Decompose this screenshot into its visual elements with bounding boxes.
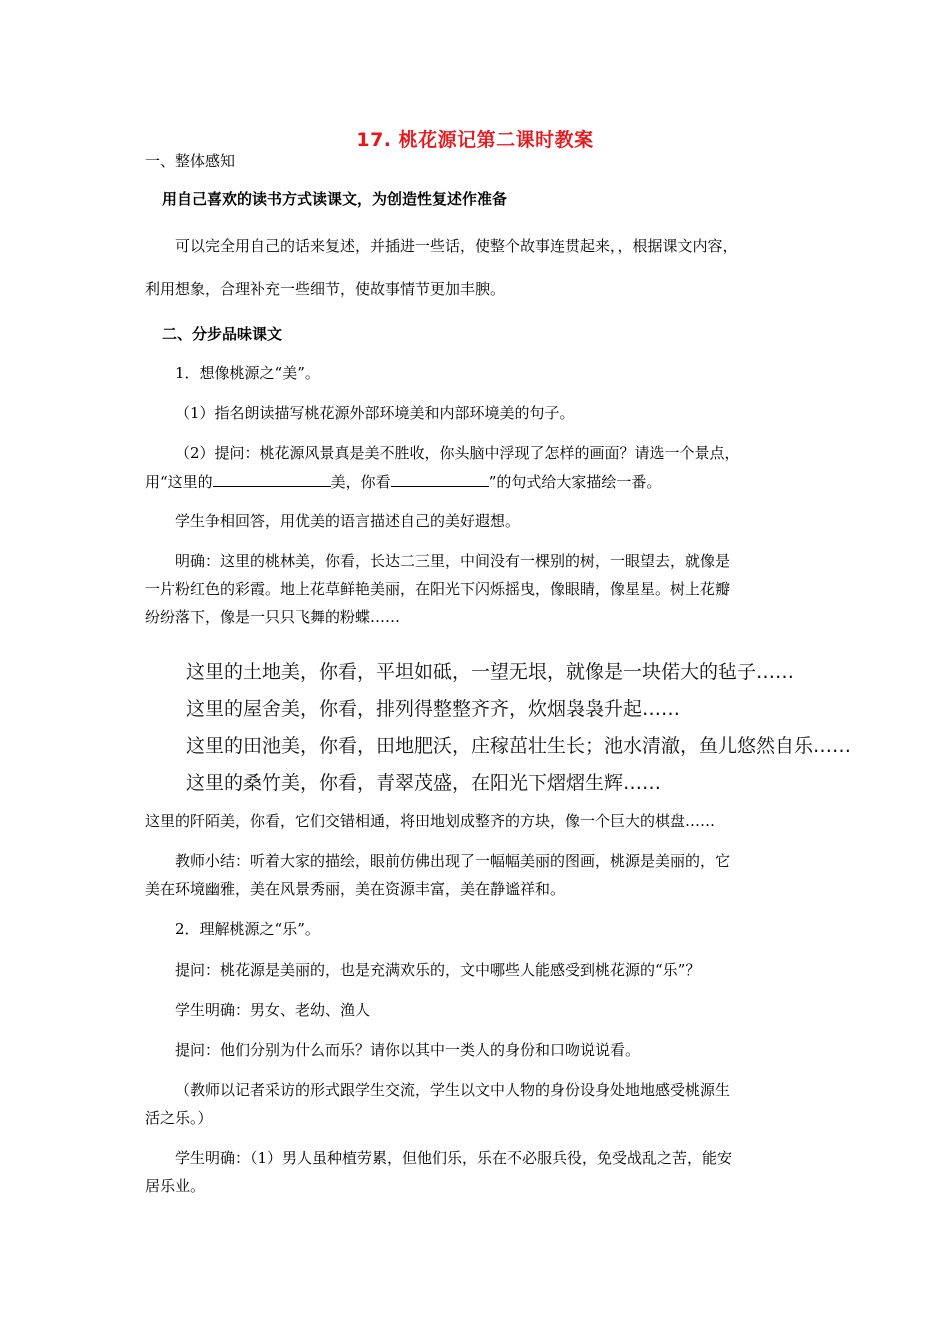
- clarify-line-3: 纷纷落下，像是一只只飞舞的粉蝶……: [145, 608, 401, 626]
- item-1-heading: 1．想像桃源之“美”。: [175, 364, 320, 382]
- fill-sentence-prefix: 用“这里的: [145, 473, 213, 491]
- question-1: （1）指名朗读描写桃花源外部环境美和内部环境美的句子。: [175, 404, 575, 422]
- fill-blank-2: [391, 472, 489, 487]
- teacher-summary-line-2: 美在环境幽雅，美在风景秀丽，美在资源丰富，美在静谧祥和。: [145, 880, 566, 898]
- fill-blank-1: [213, 472, 331, 487]
- paragraph-field-paths: 这里的阡陌美，你看，它们交错相通，将田地划成整齐的方块，像一个巨大的棋盘……: [145, 812, 716, 830]
- question-2-line-1: （2）提问：桃花源风景真是美不胜收，你头脑中浮现了怎样的画面？请选一个景点，: [175, 444, 740, 462]
- question-4: 提问：他们分别为什么而乐？请你以其中一类人的身份和口吻说说看。: [175, 1041, 641, 1059]
- description-land: 这里的土地美，你看，平坦如砥，一望无垠，就像是一块偌大的毡子……: [186, 661, 795, 683]
- paragraph-retell-1: 可以完全用自己的话来复述，并插进一些话，使整个故事连贯起来，，根据课文内容，: [175, 237, 738, 255]
- answer-4-line-1: 学生明确：（1）男人虽种植劳累，但他们乐，乐在不必服兵役，免受战乱之苦，能安: [175, 1149, 733, 1167]
- teacher-summary-line-1: 教师小结：听着大家的描绘，眼前仿佛出现了一幅幅美丽的图画，桃源是美丽的，它: [175, 852, 731, 870]
- section-2-heading: 二、分步品味课文: [162, 325, 283, 343]
- section-1-heading: 一、整体感知: [145, 152, 236, 170]
- fill-sentence-middle: 美，你看: [330, 473, 391, 491]
- answer-4-line-2: 居乐业。: [145, 1177, 206, 1195]
- item-2-heading: 2．理解桃源之“乐”。: [175, 920, 320, 938]
- question-2-line-2: [145, 472, 815, 491]
- description-fields-ponds: 这里的田池美，你看，田地肥沃，庄稼茁壮生长；池水清澈，鱼儿悠然自乐……: [186, 735, 852, 757]
- clarify-line-1: 明确：这里的桃林美，你看，长达二三里，中间没有一棵别的树，一眼望去，就像是: [175, 552, 731, 570]
- paragraph-retell-2: 利用想象，合理补充一些细节，使故事情节更加丰腴。: [145, 280, 506, 298]
- paragraph-students-answer: 学生争相回答，用优美的语言描述自己的美好遐想。: [175, 512, 521, 530]
- description-houses: 这里的屋舍美，你看，排列得整整齐齐，炊烟袅袅升起……: [186, 698, 681, 720]
- teacher-note-line-2: 活之乐。）: [145, 1109, 213, 1127]
- teacher-note-line-1: （教师以记者采访的形式跟学生交流，学生以文中人物的身份设身处地地感受桃源生: [175, 1081, 731, 1099]
- clarify-line-2: 一片粉红色的彩霞。地上花草鲜艳美丽，在阳光下闪烁摇曳，像眼睛，像星星。树上花瓣: [145, 580, 731, 598]
- answer-3: 学生明确：男女、老幼、渔人: [175, 1001, 371, 1019]
- section-1-bold-instruction: 用自己喜欢的读书方式读课文，为创造性复述作准备: [162, 190, 508, 208]
- question-3: 提问：桃花源是美丽的，也是充满欢乐的，文中哪些人能感受到桃花源的“乐”？: [175, 961, 701, 979]
- document-title: 17. 桃花源记第二课时教案: [356, 129, 594, 151]
- description-mulberry-bamboo: 这里的桑竹美，你看，青翠茂盛，在阳光下熠熠生辉……: [186, 772, 662, 794]
- fill-sentence-suffix: ”的句式给大家描绘一番。: [488, 473, 662, 491]
